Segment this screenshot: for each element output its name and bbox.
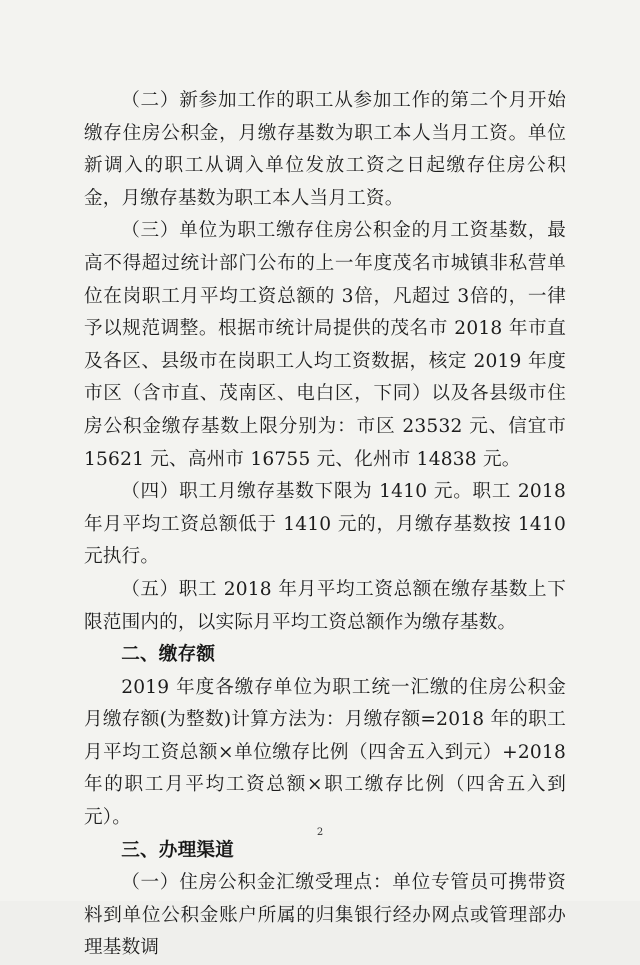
section-heading-contribution-amount: 二、缴存额 bbox=[121, 644, 216, 666]
paragraph-base-upper-limit: （三）单位为职工缴存住房公积金的月工资基数，最高不得超过统计部门公布的上一年度茂名市城镇非私营单位在岗职工月平均工资总额的 3倍，凡超过 3倍的，一律予以规范调整。根据市统计局提供的茂名市 2018 年市直及各区、县级市在岗职工人均工资数据，核定 2019 年度市区（含市直、茂南区、电白区，下同）以及各县级市住房公积金缴存基数上限分别为：市区 23532 元、信宜市 15621 元、高州市 16755 元、化州市 14838 元。 bbox=[84, 220, 566, 470]
section-heading-channels: 三、办理渠道 bbox=[121, 839, 234, 861]
paragraph-acceptance-point: （一）住房公积金汇缴受理点：单位专管员可携带资料到单位公积金账户所属的归集银行经办网点或管理部办理基数调 bbox=[84, 872, 566, 959]
paragraph-calculation-method: 2019 年度各缴存单位为职工统一汇缴的住房公积金月缴存额(为整数)计算方法为：月缴存额=2018 年的职工月平均工资总额×单位缴存比例（四舍五入到元）+2018 年的职工月平均工资总额×职工缴存比例（四舍五入到元）。 bbox=[84, 676, 566, 829]
page-number: 2 bbox=[316, 827, 324, 838]
paragraph-base-lower-limit: （四）职工月缴存基数下限为 1410 元。职工 2018 年月平均工资总额低于 1410 元的，月缴存基数按 1410 元执行。 bbox=[84, 481, 566, 568]
paragraph-new-employee: （二）新参加工作的职工从参加工作的第二个月开始缴存住房公积金，月缴存基数为职工本人当月工资。单位新调入的职工从调入单位发放工资之日起缴存住房公积金，月缴存基数为职工本人当月工资。 bbox=[84, 90, 566, 209]
paragraph-base-within-range: （五）职工 2018 年月平均工资总额在缴存基数上下限范围内的，以实际月平均工资总额作为缴存基数。 bbox=[84, 578, 566, 633]
